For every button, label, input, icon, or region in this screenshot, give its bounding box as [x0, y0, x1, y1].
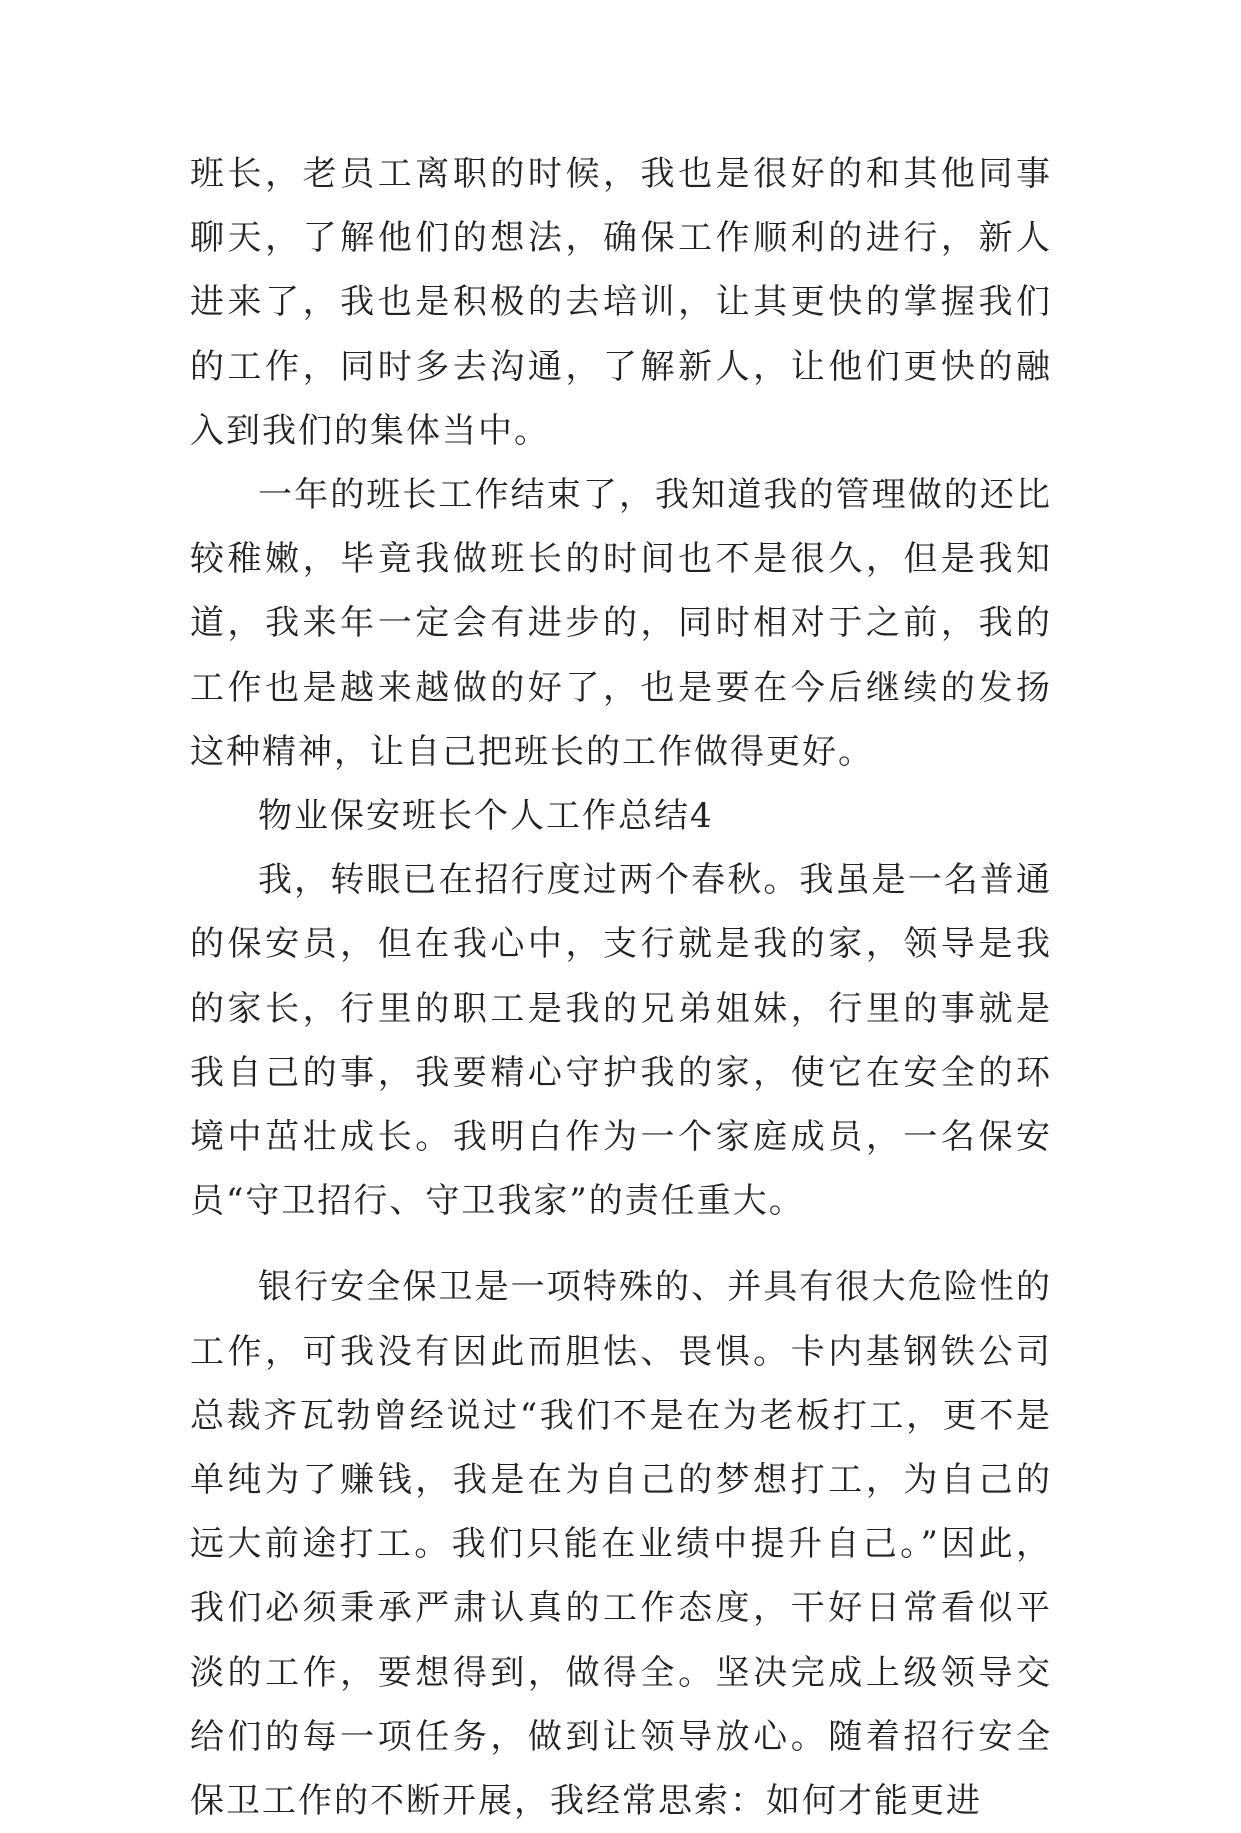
- document-body: [190, 142, 1052, 1833]
- paragraph-intro: 我，转眼已在招行度过两个春秋。我虽是一名普通的保安员，但在我心中，支行就是我的家，领导是我的家长，行里的职工是我的兄弟姐妹，行里的事就是我自己的事，我要精心守护我的家，使它在安全的环境中茁壮成长。我明白作为一个家庭成员，一名保安员“守卫招行、守卫我家”的责任重大。: [190, 860, 1052, 1222]
- paragraph-bank-security: 银行安全保卫是一项特殊的、并具有很大危险性的工作，可我没有因此而胆怯、畏惧。卡内基钢铁公司总裁齐瓦勃曾经说过“我们不是在为老板打工，更不是单纯为了赚钱，我是在为自己的梦想打工，为自己的远大前途打工。我们只能在业绩中提升自己。”因此，我们必须秉承严肃认真的工作态度，干好日常看似平淡的工作，要想得到，做得全。坚决完成上级领导交给们的每一项任务，做到让领导放心。随着招行安全保卫工作的不断开展，我经常思索：如何才能更进: [190, 1267, 1052, 1822]
- paragraph-continuation: 班长，老员工离职的时候，我也是很好的和其他同事聊天，了解他们的想法，确保工作顺利的进行，新人进来了，我也是积极的去培训，让其更快的掌握我们的工作，同时多去沟通，了解新人，让他们更快的融入到我们的集体当中。: [190, 154, 1052, 451]
- paragraph-year-summary: 一年的班长工作结束了，我知道我的管理做的还比较稚嫩，毕竟我做班长的时间也不是很久，但是我知道，我来年一定会有进步的，同时相对于之前，我的工作也是越来越做的好了，也是要在今后继续的发扬这种精神，让自己把班长的工作做得更好。: [190, 475, 1052, 772]
- section-heading: 物业保安班长个人工作总结4: [258, 796, 714, 837]
